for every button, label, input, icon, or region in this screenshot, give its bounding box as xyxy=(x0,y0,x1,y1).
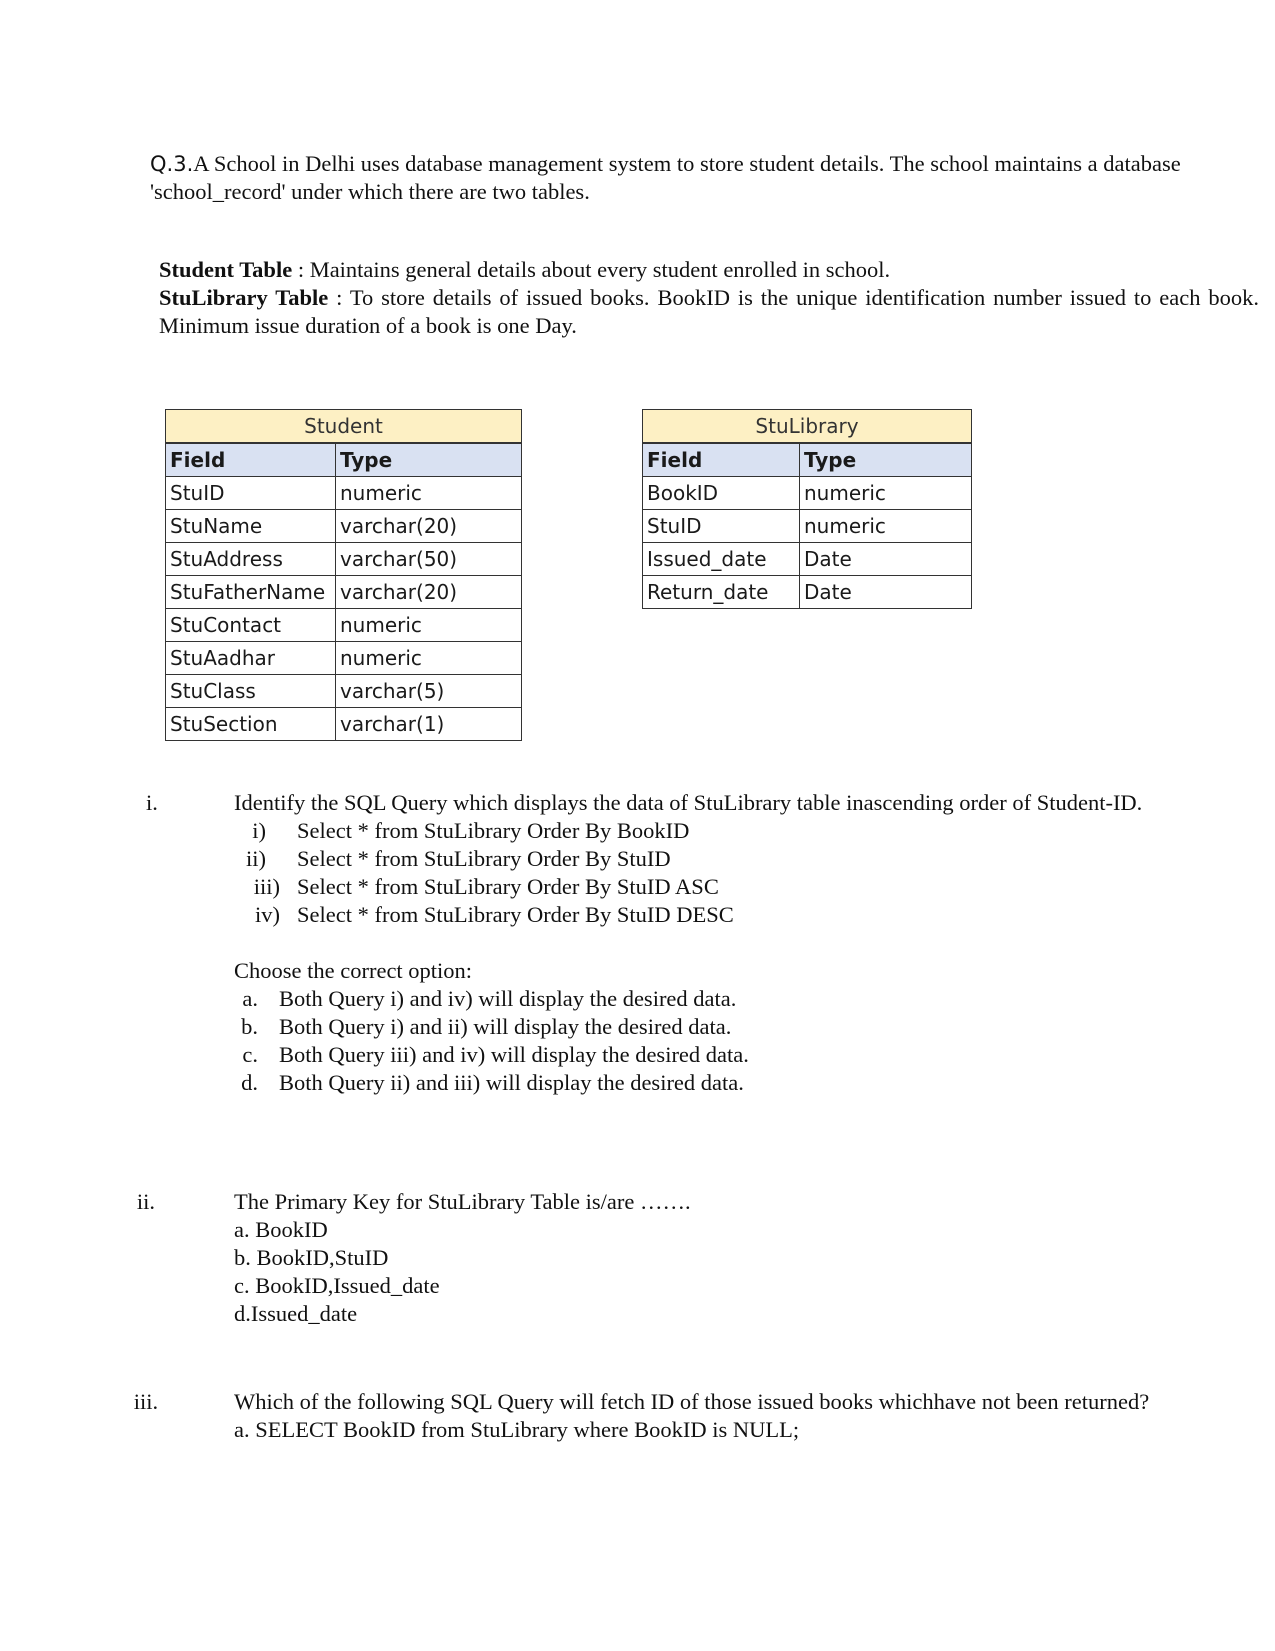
type-cell: Date xyxy=(800,576,972,609)
type-cell: varchar(1) xyxy=(336,708,522,741)
question-2 xyxy=(234,1188,1244,1328)
item-text: Select * from StuLibrary Order By StuID xyxy=(297,846,671,871)
option-item: b. BookID,StuID xyxy=(234,1245,389,1270)
definition-term: Student Table xyxy=(159,257,293,282)
type-cell: varchar(20) xyxy=(336,510,522,543)
table-row xyxy=(643,543,972,576)
question-text: The Primary Key for StuLibrary Table is/are ……. xyxy=(234,1189,691,1214)
table-row xyxy=(166,642,522,675)
field-cell: StuID xyxy=(643,510,800,543)
field-cell: Issued_date xyxy=(643,543,800,576)
option-text: Both Query i) and iv) will display the desired data. xyxy=(279,986,737,1011)
item-number: iii) xyxy=(253,874,280,899)
question-label: iii. xyxy=(133,1389,159,1414)
list-item xyxy=(234,873,1244,901)
table-row xyxy=(166,576,522,609)
question-label: ii. xyxy=(136,1189,156,1214)
option-item xyxy=(234,1013,1244,1041)
student-table xyxy=(165,409,522,741)
option-letter: b. xyxy=(241,1014,258,1039)
type-cell: numeric xyxy=(336,477,522,510)
field-cell: StuClass xyxy=(166,675,336,708)
option-item: a. SELECT BookID from StuLibrary where BookID is NULL; xyxy=(234,1417,800,1442)
option-letter: c. xyxy=(242,1042,258,1067)
list-item xyxy=(234,901,1244,929)
item-text: Select * from StuLibrary Order By StuID ASC xyxy=(297,874,719,899)
column-header: Type xyxy=(336,443,522,477)
field-cell: StuName xyxy=(166,510,336,543)
option-text: Both Query i) and ii) will display the desired data. xyxy=(279,1014,732,1039)
type-cell: numeric xyxy=(336,609,522,642)
field-cell: Return_date xyxy=(643,576,800,609)
table-row xyxy=(166,510,522,543)
table-row xyxy=(166,675,522,708)
table-row xyxy=(166,543,522,576)
option-letter: d. xyxy=(241,1070,258,1095)
field-cell: StuContact xyxy=(166,609,336,642)
column-header: Type xyxy=(800,443,972,477)
option-item: c. BookID,Issued_date xyxy=(234,1273,440,1298)
question-3 xyxy=(234,1388,1244,1444)
table-row xyxy=(166,609,522,642)
item-text: Select * from StuLibrary Order By StuID DESC xyxy=(297,902,734,927)
option-item xyxy=(234,1041,1244,1069)
table-row xyxy=(166,708,522,741)
question-intro xyxy=(150,150,1210,206)
item-number: ii) xyxy=(246,846,266,871)
option-list xyxy=(234,985,1244,1097)
type-cell: numeric xyxy=(336,642,522,675)
list-item xyxy=(234,845,1244,873)
table-row xyxy=(643,510,972,543)
field-cell: StuID xyxy=(166,477,336,510)
field-cell: StuAddress xyxy=(166,543,336,576)
type-cell: numeric xyxy=(800,477,972,510)
field-cell: StuAadhar xyxy=(166,642,336,675)
type-cell: varchar(50) xyxy=(336,543,522,576)
question-label: i. xyxy=(146,790,158,815)
field-cell: StuSection xyxy=(166,708,336,741)
option-item: d.Issued_date xyxy=(234,1301,358,1326)
list-item xyxy=(234,817,1244,845)
intro-text: A School in Delhi uses database management system to store student details. The school maintains a database 'school_record' under which there are two tables. xyxy=(150,151,1181,204)
column-header: Field xyxy=(643,443,800,477)
option-text: Both Query ii) and iii) will display the desired data. xyxy=(279,1070,744,1095)
option-text: Both Query iii) and iv) will display the desired data. xyxy=(279,1042,749,1067)
question-text: Which of the following SQL Query will fetch ID of those issued books whichhave not been returned? xyxy=(234,1389,1150,1414)
option-item xyxy=(234,985,1244,1013)
type-cell: Date xyxy=(800,543,972,576)
table-caption: Student xyxy=(166,410,522,444)
definition-text: : Maintains general details about every student enrolled in school. xyxy=(292,257,891,282)
definition-student xyxy=(159,256,1259,284)
field-cell: BookID xyxy=(643,477,800,510)
option-item: a. BookID xyxy=(234,1217,328,1242)
field-cell: StuFatherName xyxy=(166,576,336,609)
definition-stulibrary xyxy=(159,284,1259,340)
table-caption: StuLibrary xyxy=(643,410,972,444)
column-header: Field xyxy=(166,443,336,477)
query-list xyxy=(234,817,1244,929)
table-row xyxy=(166,477,522,510)
option-letter: a. xyxy=(242,986,258,1011)
option-item xyxy=(234,1069,1244,1097)
choose-prompt: Choose the correct option: xyxy=(234,958,473,983)
definition-term: StuLibrary Table xyxy=(159,285,329,310)
question-1 xyxy=(234,789,1244,1097)
definition-text: : To store details of issued books. BookID is the unique identification number issued to each book. Minimum issue duration of a book is one Day. xyxy=(159,285,1259,338)
type-cell: varchar(20) xyxy=(336,576,522,609)
table-row xyxy=(643,576,972,609)
stulibrary-table xyxy=(642,409,972,609)
item-number: iv) xyxy=(255,902,280,927)
type-cell: varchar(5) xyxy=(336,675,522,708)
table-row xyxy=(643,477,972,510)
question-text: Identify the SQL Query which displays the data of StuLibrary table inascending order of Student-ID. xyxy=(234,790,1143,815)
table-definitions xyxy=(159,256,1259,340)
item-text: Select * from StuLibrary Order By BookID xyxy=(297,818,690,843)
type-cell: numeric xyxy=(800,510,972,543)
item-number: i) xyxy=(252,818,266,843)
question-number: Q.3. xyxy=(150,152,194,176)
